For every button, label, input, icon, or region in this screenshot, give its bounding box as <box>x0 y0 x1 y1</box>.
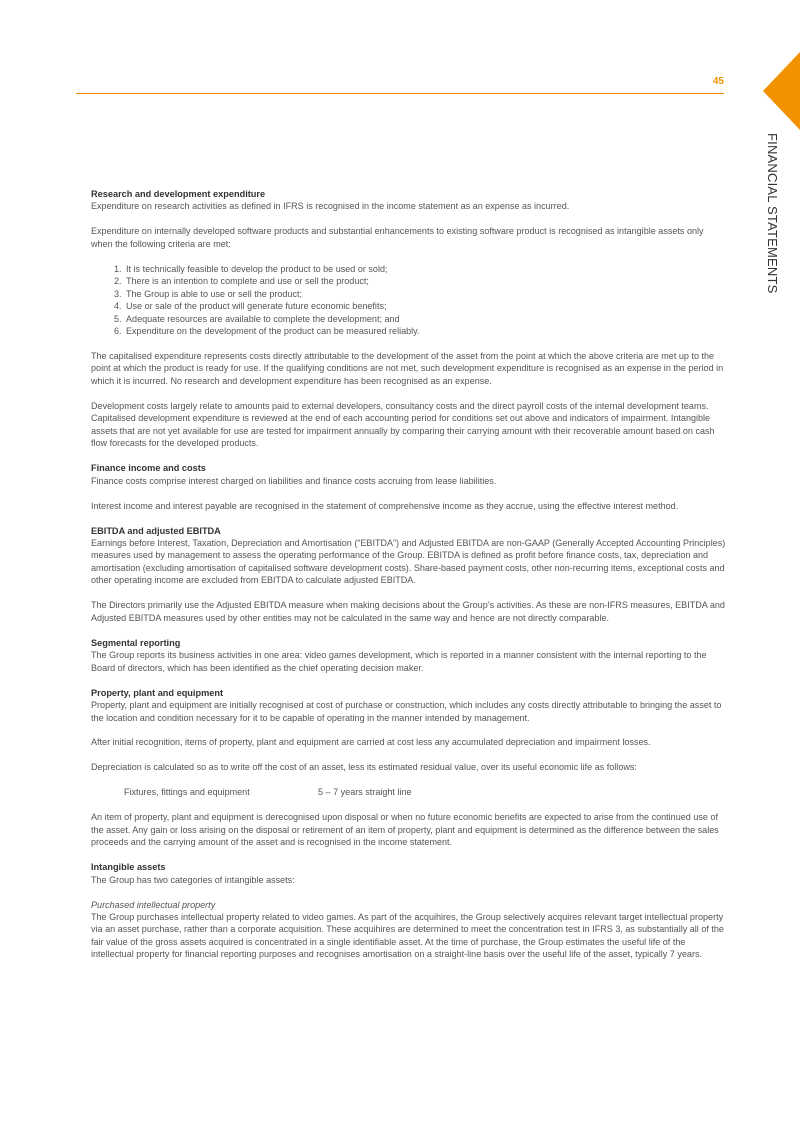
ebitda-heading: EBITDA and adjusted EBITDA <box>91 525 221 536</box>
ebitda-paragraph-2: The Directors primarily use the Adjusted EBITDA measure when making decisions about the Group’s activities. As these are non-IFRS measures, EBITDA and Adjusted EBITDA measures used by other entities may not be calculated in the same way and hence are not directly comparable. <box>91 600 725 623</box>
rnd-criteria-list <box>91 263 727 338</box>
corner-tab-triangle <box>763 52 800 130</box>
ppe-paragraph-1: Property, plant and equipment are initially recognised at cost of purchase or construction, which includes any costs directly attributable to bringing the asset to the location and condition necessary for it to be capable of operating in the manner intended by management. <box>91 700 722 723</box>
intangible-subheading: Purchased intellectual property <box>91 899 216 910</box>
intangible-paragraph-2: The Group purchases intellectual property related to video games. As part of the acquihires, the Group selectively acquires relevant target intellectual property via an asset purchase, rather than a corporate acquisition. These acquihires are determined to meet the concentration test in IFRS 3, as substantially all of the fair value of the gross assets acquired is concentrated in a single identifiable asset. At the time of purchase, the Group estimates the useful life of the intellectual property for financial reporting purposes and recognises amortisation on a straight-line basis over the useful life of the asset, typically 7 years. <box>91 912 724 960</box>
finance-heading: Finance income and costs <box>91 463 206 474</box>
depreciation-asset: Fixtures, fittings and equipment <box>124 787 250 798</box>
notes-body <box>91 188 727 973</box>
rnd-paragraph-1: Expenditure on research activities as defined in IFRS is recognised in the income statement as an expense as incurred. <box>91 201 570 212</box>
ppe-paragraph-4: An item of property, plant and equipment is derecognised upon disposal or when no future economic benefits are expected to arise from the continued use of the asset. Any gain or loss arising on the disposal or retirement of an item of property, plant and equipment is determined as the difference between the sales proceeds and the carrying amount of the asset and is recognised in the income statement. <box>91 812 719 848</box>
rnd-heading: Research and development expenditure <box>91 189 266 199</box>
rnd-paragraph-3: The capitalised expenditure represents costs directly attributable to the development of the asset from the point at which the above criteria are met up to the point at which the product is ready for use. If the qualifying conditions are not met, such development expenditure is recognised as an expense in the period in which it is incurred. No research and development expenditure has been recognised as an expense. <box>91 351 724 386</box>
finance-paragraph-1: Finance costs comprise interest charged on liabilities and finance costs accruing from lease liabilities. <box>91 475 497 486</box>
depreciation-life: 5 – 7 years straight line <box>318 787 412 798</box>
depreciation-row <box>124 786 727 798</box>
finance-paragraph-2: Interest income and interest payable are recognised in the statement of comprehensive income as they accrue, using the effective interest method. <box>91 500 679 511</box>
rnd-paragraph-2: Expenditure on internally developed software products and substantial enhancements to existing software product is recognised as intangible assets only when the following criteria are met: <box>91 226 704 249</box>
list-item: 5. Adequate resources are available to complete the development; and <box>124 313 727 325</box>
list-item: 3. The Group is able to use or sell the product; <box>124 288 727 300</box>
list-item: 2. There is an intention to complete and use or sell the product; <box>124 275 727 287</box>
ppe-paragraph-3: Depreciation is calculated so as to write off the cost of an asset, less its estimated residual value, over its useful economic life as follows: <box>91 762 637 773</box>
ppe-paragraph-2: After initial recognition, items of property, plant and equipment are carried at cost less any accumulated depreciation and impairment losses. <box>91 737 651 748</box>
intangible-paragraph-1: The Group has two categories of intangible assets: <box>91 874 295 885</box>
ppe-heading: Property, plant and equipment <box>91 687 224 698</box>
intangible-heading: Intangible assets <box>91 862 166 873</box>
page-number: 45 <box>712 76 724 87</box>
segment-paragraph-1: The Group reports its business activities in one area: video games development, which is reported in a manner consistent with the internal reporting to the Board of directors, which has been identified as the chief operating decision maker. <box>91 650 707 673</box>
rnd-paragraph-4: Development costs largely relate to amounts paid to external developers, consultancy costs and the direct payroll costs of the internal development teams. Capitalised development expenditure is reviewed at the end of each accounting period for conditions set out above and indicators of impairment. Intangible assets that are not yet available for use are tested for impairment annually by comparing their carrying amount with their recoverable amount based on cash flow forecasts for the developed products. <box>91 400 715 449</box>
list-item: 1. It is technically feasible to develop the product to be used or sold; <box>124 263 727 275</box>
list-item: 6. Expenditure on the development of the product can be measured reliably. <box>124 325 727 337</box>
section-label: FINANCIAL STATEMENTS <box>765 133 780 294</box>
segment-heading: Segmental reporting <box>91 637 181 648</box>
list-item: 4. Use or sale of the product will generate future economic benefits; <box>124 300 727 312</box>
header-rule <box>76 93 724 94</box>
ebitda-paragraph-1: Earnings before Interest, Taxation, Depreciation and Amortisation (“EBITDA”) and Adjusted EBITDA are non-GAAP (Generally Accepted Accounting Principles) measures used by management to assess the operating performance of the Group. EBITDA is defined as profit before finance costs, tax, depreciation and amortisation (excluding amortisation of capitalised software development costs). Share-based payment costs, other non-recurring items, exceptional costs and other operating income are excluded from EBITDA to calculate adjusted EBITDA. <box>91 538 726 586</box>
